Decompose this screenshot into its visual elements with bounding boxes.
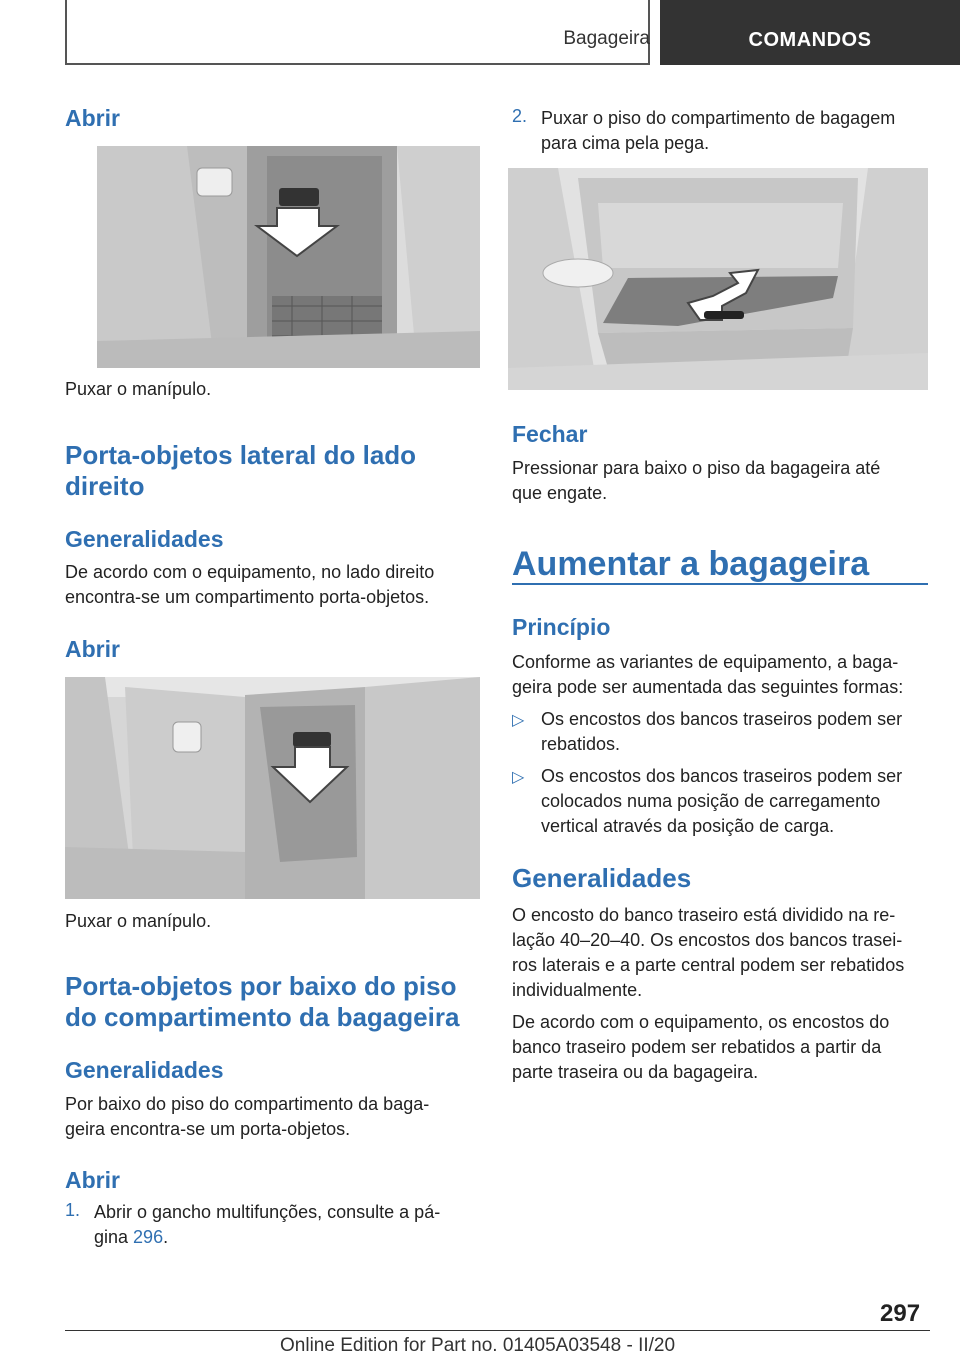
paragraph-general-3: O encosto do banco traseiro está dividido na re- lação 40–20–40. Os encostos dos bancos trasei- ros laterais e a parte central podem ser rebatidos individualmente. [512,905,905,1000]
caption-1: Puxar o manípulo. [65,379,212,399]
figure-side-handle [97,146,480,368]
step-number-1: 1. [65,1200,81,1220]
heading-open-1: Abrir [65,105,120,131]
step-2-text: Puxar o piso do compartimento de bagagem para cima pela pega. [541,108,896,153]
heading-enlarge-trunk: Aumentar a bagageira [512,545,870,583]
paragraph-principle: Conforme as variantes de equipamento, a baga- geira pode ser aumentada das seguintes formas: [512,652,904,697]
figure-side-compartment [65,677,480,899]
header-chapter-tab: COMANDOS [660,0,960,65]
page-reference-link[interactable]: 296 [133,1227,164,1247]
heading-general-3: Generalidades [512,863,692,893]
heading-side-compartment: Porta-objetos lateral do lado direito [65,440,417,501]
bullet-item-1: Os encostos dos bancos traseiros podem ser rebatidos. [541,709,903,754]
heading-floor-compartment: Porta-objetos por baixo do piso do compartimento da bagageira [65,971,460,1032]
figure-trunk-floor [508,168,928,390]
bullet-marker-1: ▷ [512,712,525,729]
bullet-item-2: Os encostos dos bancos traseiros podem ser colocados numa posição de carregamento vertical através da posição de carga. [541,766,903,836]
paragraph-general-2: Por baixo do piso do compartimento da baga- geira encontra-se um porta-objetos. [65,1094,430,1139]
heading-close: Fechar [512,421,588,447]
header-frame [65,0,650,65]
caption-2: Puxar o manípulo. [65,911,212,931]
heading-general-2: Generalidades [65,1057,224,1083]
header-section-title: Bagageira [563,28,650,49]
heading-open-3: Abrir [65,1167,120,1193]
paragraph-general-1: De acordo com o equipamento, no lado direito encontra-se um compartimento porta-objetos. [65,562,435,607]
heading-underline [512,583,928,585]
heading-general-1: Generalidades [65,526,224,552]
footer-edition: Online Edition for Part no. 01405A03548 - II/20 [280,1335,676,1356]
paragraph-general-4: De acordo com o equipamento, os encostos do banco traseiro podem ser rebatidos a partir da parte traseira ou da bagageira. [512,1012,890,1082]
step-number-2: 2. [512,106,528,126]
heading-principle: Princípio [512,614,611,640]
page-number: 297 [880,1300,921,1327]
heading-open-2: Abrir [65,636,120,662]
step-1-text: Abrir o gancho multifunções, consulte a pá- gina 296. [94,1202,441,1247]
bullet-marker-2: ▷ [512,769,525,786]
footer-rule [65,1330,930,1331]
paragraph-close: Pressionar para baixo o piso da bagageira até que engate. [512,458,881,503]
